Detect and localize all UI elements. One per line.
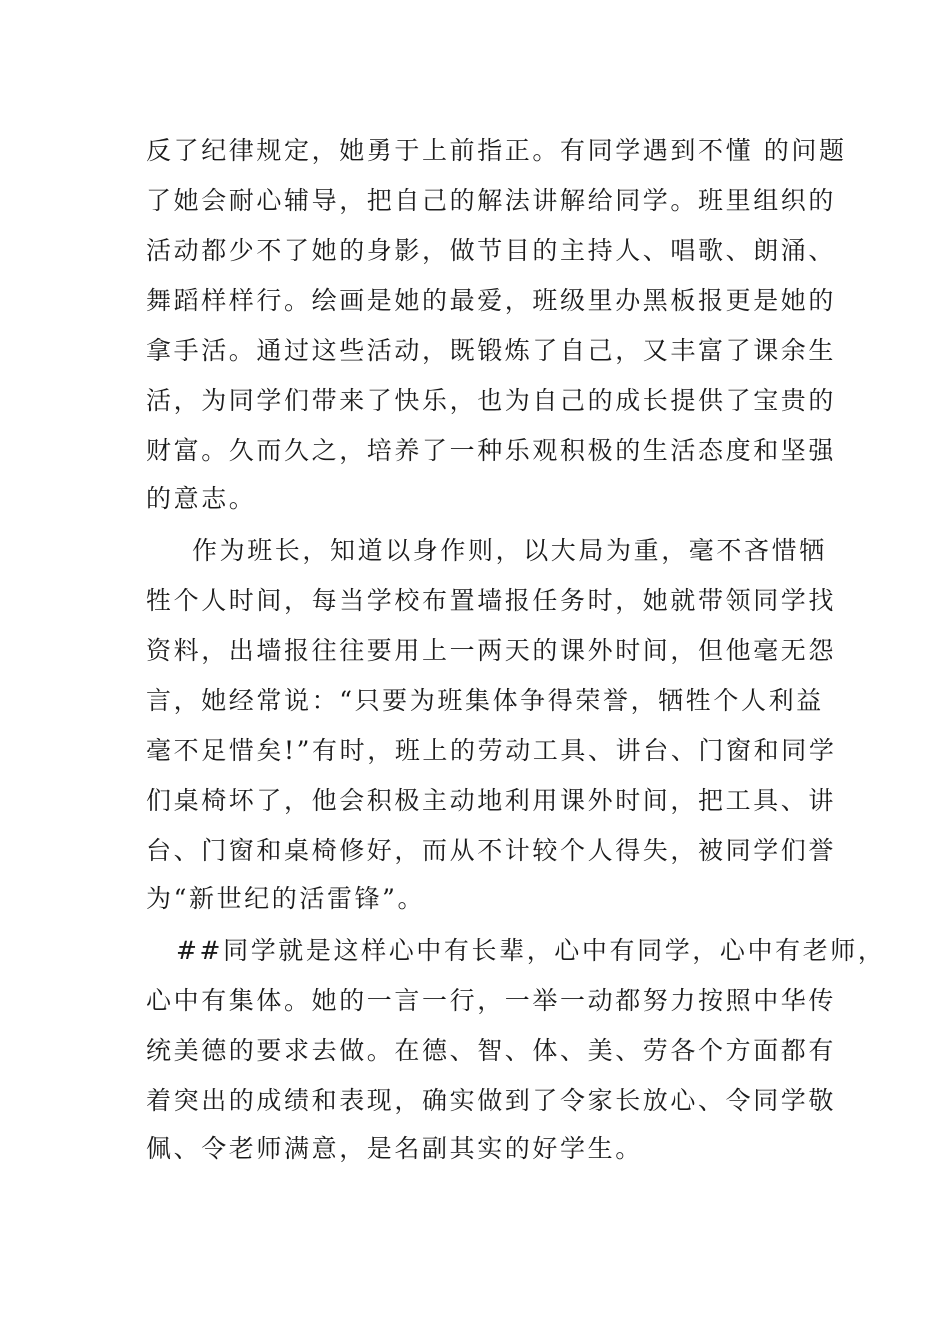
paragraph-3-line-3: 统美德的要求去做。在德、智、体、美、劳各个方面都有	[146, 1036, 837, 1065]
paragraph-2-line-3: 资料，出墙报往往要用上一两天的课外时间，但他毫无怨	[146, 636, 837, 665]
paragraph-3-line-4: 着突出的成绩和表现，确实做到了令家长放心、令同学敬	[146, 1086, 837, 1115]
paragraph-1-line-7: 财富。久而久之，培养了一种乐观积极的生活态度和坚强	[146, 436, 837, 465]
paragraph-3-line-1: ##同学就是这样心中有长辈，心中有同学，心中有老师，	[176, 936, 886, 965]
paragraph-2-line-6: 们桌椅坏了，他会积极主动地利用课外时间，把工具、讲	[146, 786, 837, 815]
paragraph-3-line-5: 佩、令老师满意，是名副其实的好学生。	[146, 1134, 643, 1163]
paragraph-2-line-7: 台、门窗和桌椅修好，而从不计较个人得失，被同学们誉	[146, 836, 837, 865]
paragraph-2-line-2: 牲个人时间，每当学校布置墙报任务时，她就带领同学找	[146, 586, 837, 615]
paragraph-1-line-2: 了她会耐心辅导，把自己的解法讲解给同学。班里组织的	[146, 186, 837, 215]
paragraph-1-line-3: 活动都少不了她的身影，做节目的主持人、唱歌、朗涌、	[146, 236, 837, 265]
paragraph-3-line-2: 心中有集体。她的一言一行，一举一动都努力按照中华传	[146, 986, 837, 1015]
paragraph-2-line-1: 作为班长，知道以身作则，以大局为重，毫不吝惜牺	[192, 536, 827, 565]
paragraph-2-line-8: 为“新世纪的活雷锋”。	[146, 884, 426, 913]
paragraph-2-line-4: 言，她经常说：“只要为班集体争得荣誉，牺牲个人利益	[146, 686, 824, 715]
paragraph-1-line-1: 反了纪律规定，她勇于上前指正。有同学遇到不懂 的问题	[146, 136, 847, 165]
paragraph-1-line-5: 拿手活。通过这些活动，既锻炼了自己，又丰富了课余生	[146, 336, 837, 365]
paragraph-1-line-6: 活，为同学们带来了快乐，也为自己的成长提供了宝贵的	[146, 386, 837, 415]
paragraph-1-line-8: 的意志。	[146, 484, 257, 513]
paragraph-2-line-5: 毫不足惜矣!”有时，班上的劳动工具、讲台、门窗和同学	[146, 736, 837, 765]
paragraph-1-line-4: 舞蹈样样行。绘画是她的最爱，班级里办黑板报更是她的	[146, 286, 837, 315]
